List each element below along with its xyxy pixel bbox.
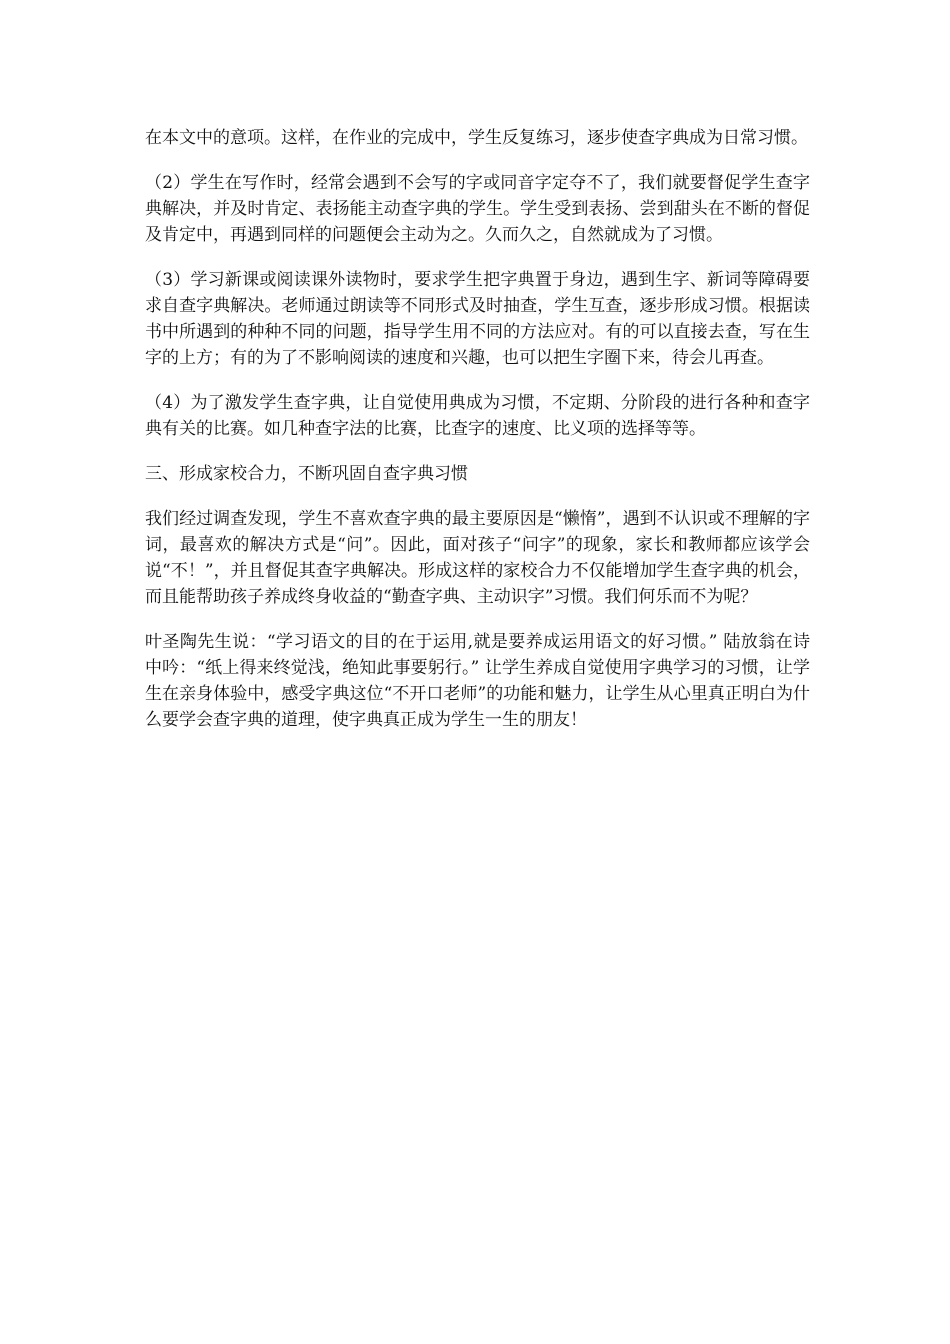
paragraph-item-4: （4）为了激发学生查字典，让自觉使用典成为习惯，不定期、分阶段的进行各种和查字典有关的比赛。如几种查字法的比赛，比查字的速度、比义项的选择等等。 xyxy=(145,393,810,439)
paragraph-continuation: 在本文中的意项。这样，在作业的完成中，学生反复练习，逐步使查字典成为日常习惯。 xyxy=(145,128,808,148)
paragraph-item-2: （2）学生在写作时，经常会遇到不会写的字或同音字定夺不了，我们就要督促学生查字典解决，并及时肯定、表扬能主动查字典的学生。学生受到表扬、尝到甜头在不断的督促及肯定中，再遇到同样的问题便会主动为之。久而久之，自然就成为了习惯。 xyxy=(145,173,810,245)
section-heading-3: 三、形成家校合力，不断巩固自查字典习惯 xyxy=(145,464,468,484)
paragraph-item-3: （3）学习新课或阅读课外读物时，要求学生把字典置于身边，遇到生字、新词等障碍要求自查字典解决。老师通过朗读等不同形式及时抽查，学生互查，逐步形成习惯。根据读书中所遇到的种种不同的问题，指导学生用不同的方法应对。有的可以直接去查，写在生字的上方；有的为了不影响阅读的速度和兴趣，也可以把生字圈下来，待会儿再查。 xyxy=(145,270,810,368)
document-body xyxy=(145,125,810,752)
paragraph-home-school: 我们经过调查发现，学生不喜欢查字典的最主要原因是“懒惰”，遇到不认识或不理解的字词，最喜欢的解决方式是“问”。因此，面对孩子“问字”的现象，家长和教师都应该学会说“不！”，并且督促其查字典解决。形成这样的家校合力不仅能增加学生查字典的机会，而且能帮助孩子养成终身收益的“勤查字典、主动识字”习惯。我们何乐而不为呢？ xyxy=(145,509,810,607)
paragraph-conclusion: 叶圣陶先生说：“学习语文的目的在于运用,就是要养成运用语文的好习惯。” 陆放翁在诗中吟：“纸上得来终觉浅，绝知此事要躬行。” 让学生养成自觉使用字典学习的习惯，让学生在亲身体验中，感受字典这位“不开口老师”的功能和魅力，让学生从心里真正明白为什么要学会查字典的道理，使字典真正成为学生一生的朋友！ xyxy=(145,632,810,730)
